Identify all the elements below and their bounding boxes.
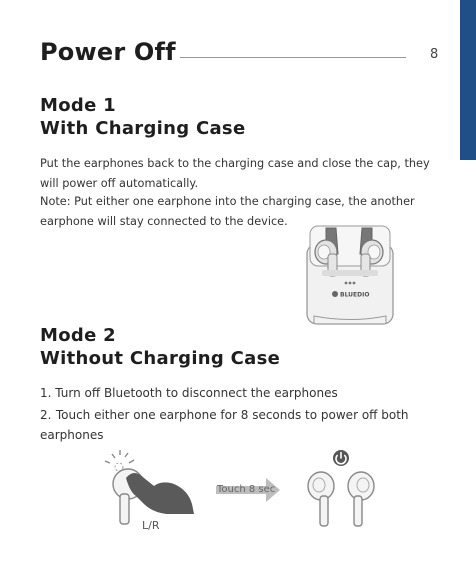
mode1-note-line1: Note: Put either one earphone into the charging case, the another <box>40 195 415 208</box>
chapter-side-tab <box>460 0 476 160</box>
power-icon <box>333 450 349 466</box>
charging-case-icon <box>302 224 398 330</box>
page-number: 8 <box>430 47 439 62</box>
powered-off-earbuds <box>302 448 382 532</box>
mode2-heading <box>40 324 280 370</box>
mode2-heading-line1: Mode 2 <box>40 325 116 346</box>
mode1-note-line2: earphone will stay connected to the device. <box>40 215 288 228</box>
lr-caption: L/R <box>142 519 160 532</box>
left-earbud-icon <box>308 472 334 526</box>
mode1-heading-line1: Mode 1 <box>40 95 116 116</box>
page-title: Power Off <box>40 38 176 66</box>
step-2-line2: earphones <box>40 428 104 442</box>
touch-hand-icon <box>126 473 194 514</box>
step-1: 1. Turn off Bluetooth to disconnect the earphones <box>40 386 338 400</box>
mode1-paragraph-1-line1: Put the earphones back to the charging case and close the cap, they <box>40 157 430 170</box>
mode1-paragraph-1-line2: will power off automatically. <box>40 177 199 190</box>
touch-caption: Touch 8 sec <box>217 484 276 495</box>
case-brand: BLUEDIO <box>340 291 370 299</box>
step-2-number: 2. <box>40 408 52 422</box>
step-2-line1: Touch either one earphone for 8 seconds to power off both <box>55 408 409 422</box>
title-divider <box>180 57 406 58</box>
step-2 <box>40 405 440 445</box>
mode1-paragraph-1 <box>40 154 440 194</box>
mode2-heading-line2: Without Charging Case <box>40 348 281 369</box>
brand-logo-icon <box>332 291 338 297</box>
touch-indicator-icon <box>105 450 134 463</box>
mode1-heading-line2: With Charging Case <box>40 118 246 139</box>
mode1-heading <box>40 94 245 140</box>
right-earbud-icon <box>348 472 374 526</box>
